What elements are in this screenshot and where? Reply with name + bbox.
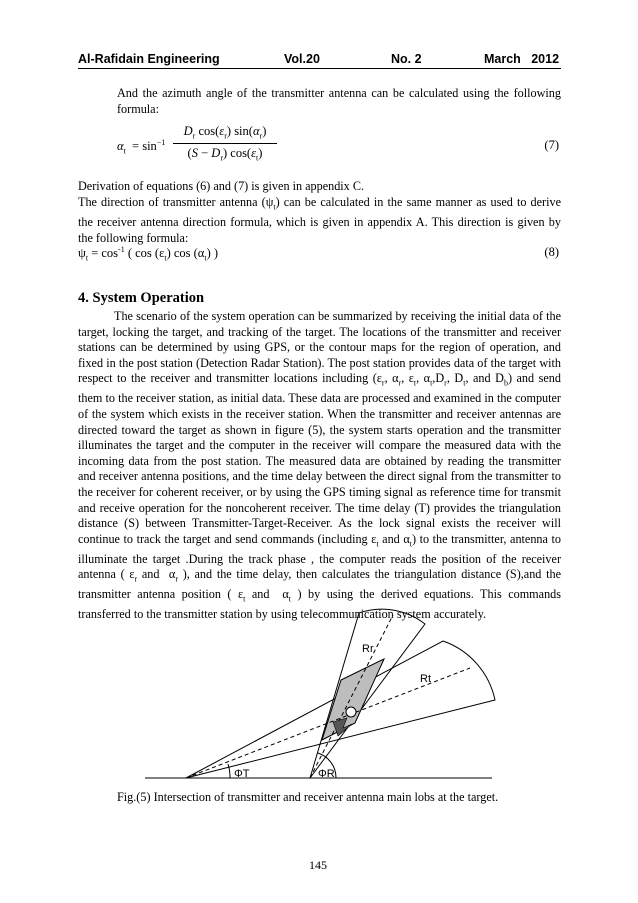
- equation-8: $\psi_t = \cos^{-1}$ ( $\cos (\varepsilon_t)$ $\cos (\alpha_t)$ ): [78, 245, 219, 263]
- label-rr: Rr: [362, 643, 374, 655]
- label-phi-r: ΦR: [318, 768, 335, 780]
- issue-date: March 2012: [484, 52, 560, 66]
- direction-paragraph: The direction of transmitter antenna $(\psi_t)$ can be calculated in the same manner as used to derive the receiver antenna direction formula, which is given in appendix A. This direction is given by the following formula:: [78, 195, 562, 245]
- equation-8-number: (8): [544, 245, 559, 259]
- header-rule: [78, 68, 561, 69]
- section-title: 4. System Operation: [78, 290, 205, 306]
- journal-name: Al-Rafidain Engineering: [78, 52, 220, 66]
- equation-7-numerator: $D_r$ $\cos(\varepsilon_r)$ $\sin(\alpha_r)$: [173, 124, 277, 144]
- intro-paragraph: And the azimuth angle of the transmitter antenna can be calculated using the following formula:: [117, 86, 561, 116]
- phi-t-arc: [228, 764, 230, 778]
- target-circle: [346, 707, 356, 717]
- equation-7-denominator: $(S - D_r)$ $\cos(\varepsilon_t)$: [187, 145, 263, 162]
- derivation-line: Derivation of equations (6) and (7) is given in appendix C.: [78, 179, 365, 193]
- intersection-region: [322, 659, 384, 740]
- figure-caption: Fig.(5) Intersection of transmitter and receiver antenna main lobs at the target.: [117, 790, 499, 804]
- equation-7-fraction: [173, 124, 277, 162]
- label-rt: Rt: [420, 673, 431, 685]
- equation-7-number: (7): [544, 138, 559, 152]
- figure-5-diagram: [0, 600, 638, 790]
- page-number: 145: [309, 858, 327, 872]
- equation-7-lhs: $\alpha_t = \sin^{-1}$: [117, 138, 166, 156]
- volume: Vol.20: [284, 52, 320, 66]
- issue-number: No. 2: [391, 52, 422, 66]
- section-body: The scenario of the system operation can be summarized by receiving the initial data of the target, locking the target, and tracking of the target. The locations of the transmitter and receiver stations can be determined by using GPS, or the contour maps for the region of operation, and fixed in the post station (Detection Radar Station). The post station provides data of the target with respect to the receiver and transmitter locations including ($\varepsilon_r$, $\alpha_r$, $\varepsilon_t$, $\alpha_t,D_r$, $D_t$, and $D_b$) and send them to the receiver station, as initial data. These data are processed and examined in the computer of the system which exists in the receiver station. When the transmitter and receiver antennas are directed toward the target as shown in figure (5), the system starts operation and the transmitter illuminates the target and the computer in the receiver will compare the measured data with the incoming data from the post station. The measured data are obtained by reading the transmitter and receiver antenna positions, and the time delay between the direct signal from the transmitter to the receiver for coherent receiver, or by using the GPS timing signal as reference time for transmit and receive operation for the noncoherent receiver. The time delay (T) provides the triangulation distance (S) between Transmitter-Target-Receiver. As the lock signal exists the receiver will continue to track the target and send commands (including $\varepsilon_t$ and $\alpha_t$) to the transmitter, antenna to illuminate the target .During the track phase , the computer reads the position of the receiver antenna ( $\varepsilon_r$ and $\alpha_r$ ), and the time delay, then calculates the triangulation distance (S),and the transmitter antenna position ( $\varepsilon_t$ and $\alpha_t$ ) by using the derived equations. This commands transferred to the transmitter station by using telecommunication system accurately.: [78, 309, 562, 622]
- label-phi-t: ΦT: [234, 768, 250, 780]
